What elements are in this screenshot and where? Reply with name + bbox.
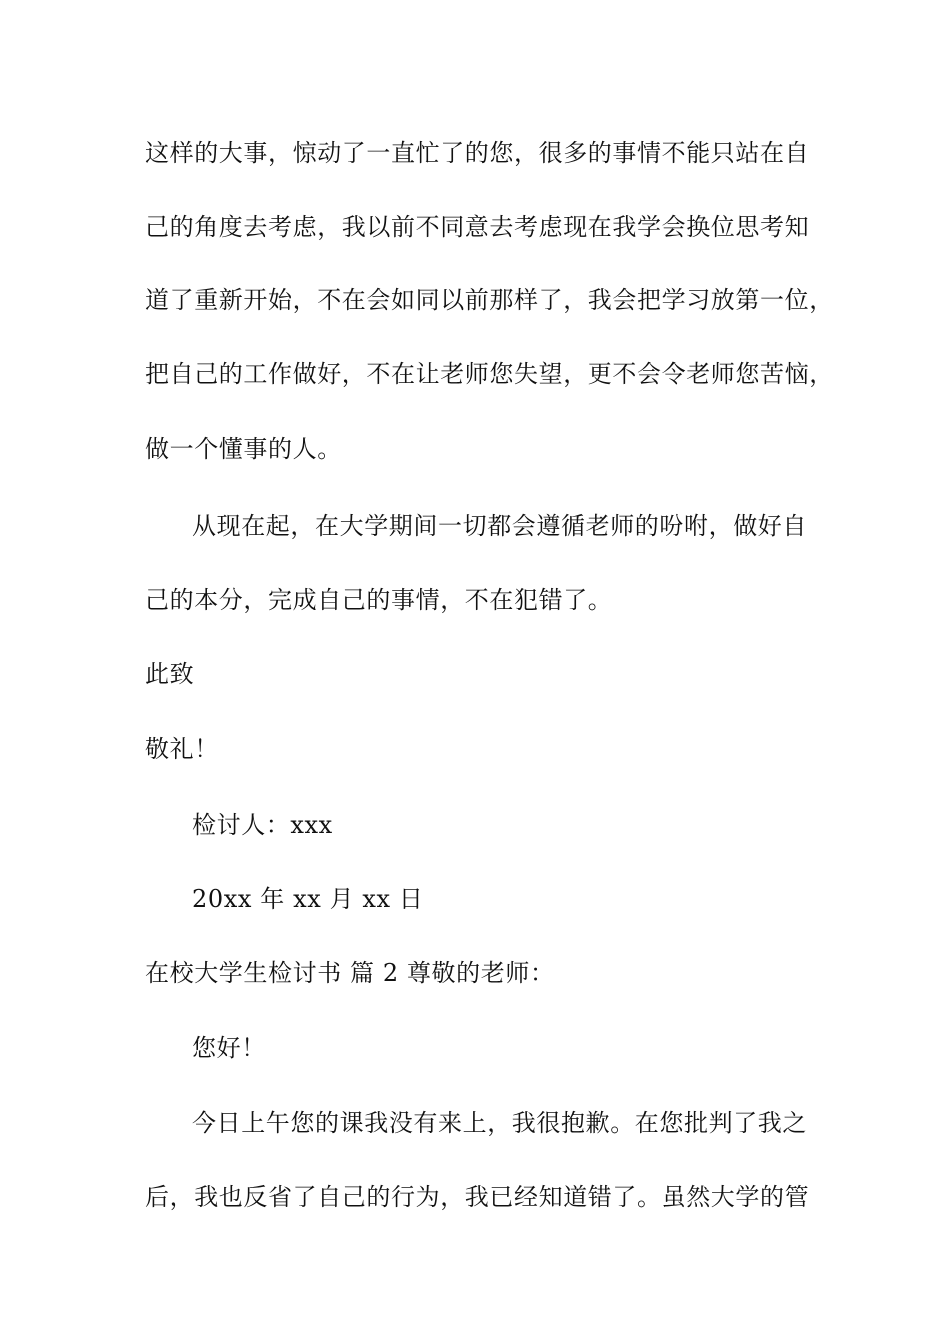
closing-regards: 敬礼！ — [145, 735, 219, 763]
section-title: 在校大学生检讨书 篇 2 尊敬的老师： — [145, 959, 555, 987]
signature-name: 检讨人：xxx — [192, 811, 333, 839]
text-line-1: 这样的大事，惊动了一直忙了的您，很多的事情不能只站在自 — [145, 139, 810, 167]
greeting: 您好！ — [192, 1034, 266, 1062]
signature-date: 20xx 年 xx 月 xx 日 — [192, 885, 424, 913]
text-line-3: 道了重新开始，不在会如同以前那样了，我会把学习放第一位， — [145, 286, 834, 314]
text-line-5: 做一个懂事的人。 — [145, 435, 342, 463]
closing-salutation: 此致 — [145, 660, 195, 688]
text-line-15: 后，我也反省了自己的行为，我已经知道错了。虽然大学的管 — [145, 1183, 810, 1211]
text-line-7: 己的本分，完成自己的事情，不在犯错了。 — [145, 586, 613, 614]
text-line-2: 己的角度去考虑，我以前不同意去考虑现在我学会换位思考知 — [145, 213, 810, 241]
text-line-6: 从现在起，在大学期间一切都会遵循老师的吩咐，做好自 — [192, 512, 807, 540]
text-line-14: 今日上午您的课我没有来上，我很抱歉。在您批判了我之 — [192, 1109, 807, 1137]
text-line-4: 把自己的工作做好，不在让老师您失望，更不会令老师您苦恼， — [145, 360, 834, 388]
